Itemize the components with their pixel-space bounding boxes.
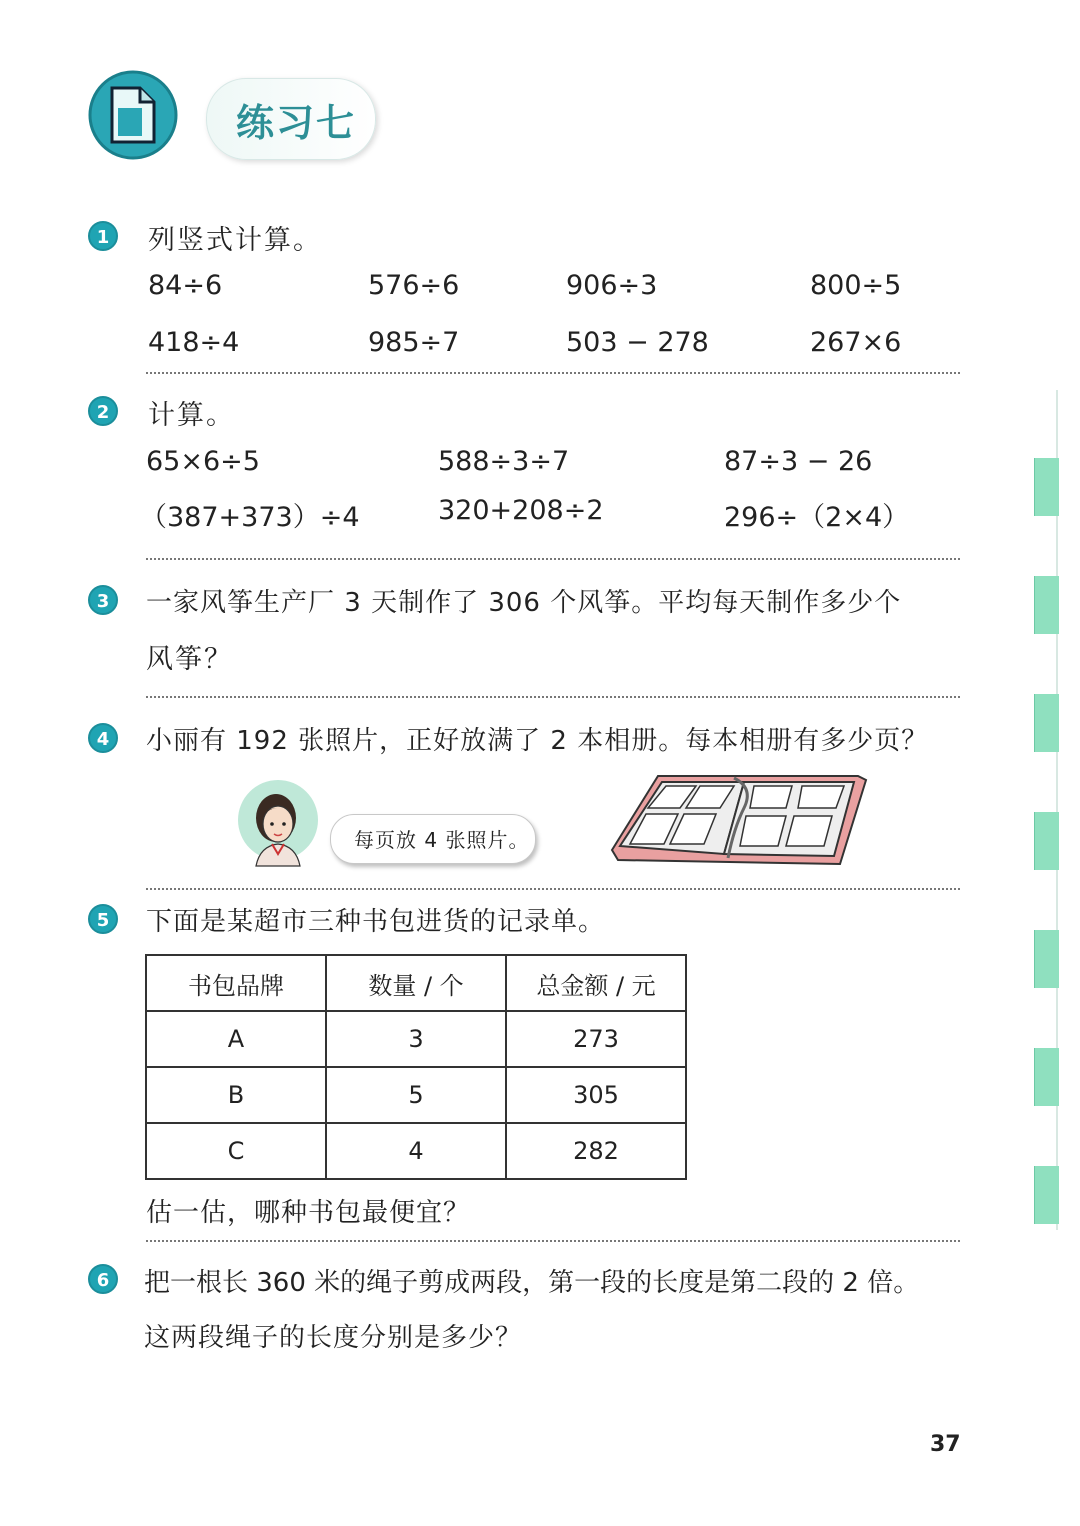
- q2-expr: 65×6÷5: [146, 446, 260, 477]
- table-cell: 273: [506, 1011, 686, 1067]
- q6-text-line1: 把一根长 360 米的绳子剪成两段，第一段的长度是第二段的 2 倍。: [144, 1268, 920, 1298]
- q2-expr: 87÷3 − 26: [724, 446, 873, 477]
- q1-expr: 906÷3: [566, 270, 658, 301]
- table-cell: 3: [326, 1011, 506, 1067]
- q4-prompt: 小丽有 192 张照片，正好放满了 2 本相册。每本相册有多少页？: [146, 726, 929, 756]
- separator: [146, 558, 960, 560]
- table-cell: 305: [506, 1067, 686, 1123]
- q2-expr: （387+373）÷4: [140, 502, 360, 533]
- table-header-row: [146, 955, 686, 1011]
- table-row: [146, 1123, 686, 1179]
- table-cell: 4: [326, 1123, 506, 1179]
- separator: [146, 372, 960, 374]
- exercise-icon: [88, 70, 178, 164]
- table-row: [146, 1067, 686, 1123]
- question-number-6: 6: [88, 1264, 118, 1294]
- q1-expr: 985÷7: [368, 327, 460, 358]
- q1-expr: 84÷6: [148, 270, 223, 301]
- q2-expr: 296÷（2×4）: [724, 502, 910, 533]
- q1-expr: 800÷5: [810, 270, 902, 301]
- question-number-3: 3: [88, 585, 118, 615]
- separator: [146, 1240, 960, 1242]
- q2-expr: 588÷3÷7: [438, 446, 570, 477]
- table-cell: 5: [326, 1067, 506, 1123]
- chapter-tab: [1034, 1166, 1059, 1224]
- column-header: 数量 / 个: [326, 955, 506, 1011]
- separator: [146, 888, 960, 890]
- q6-text-line2: 这两段绳子的长度分别是多少？: [144, 1323, 523, 1353]
- column-header: 总金额 / 元: [506, 955, 686, 1011]
- q5-question: 估一估，哪种书包最便宜？: [146, 1198, 471, 1228]
- chapter-tab: [1034, 930, 1059, 988]
- table-row: [146, 1011, 686, 1067]
- question-number-5: 5: [88, 904, 118, 934]
- table-cell: B: [146, 1067, 326, 1123]
- backpack-table: [145, 954, 687, 1180]
- column-header: 书包品牌: [146, 955, 326, 1011]
- q2-prompt: 计算。: [148, 400, 235, 431]
- q1-expr: 576÷6: [368, 270, 460, 301]
- q3-text-line1: 一家风筝生产厂 3 天制作了 306 个风筝。平均每天制作多少个: [146, 588, 902, 618]
- q1-expr: 418÷4: [148, 327, 240, 358]
- q1-expr: 503 − 278: [566, 327, 709, 358]
- q2-expr: 320+208÷2: [438, 495, 604, 526]
- page-title: 练习七: [236, 100, 357, 145]
- chapter-tab: [1034, 812, 1059, 870]
- question-number-4: 4: [88, 723, 118, 753]
- chapter-tab: [1034, 1048, 1059, 1106]
- chapter-tab: [1034, 458, 1059, 516]
- question-number-1: 1: [88, 221, 118, 251]
- q1-expr: 267×6: [810, 327, 902, 358]
- chapter-tab: [1034, 694, 1059, 752]
- page-number: 37: [930, 1432, 961, 1457]
- chapter-tab: [1034, 576, 1059, 634]
- photo-album-illustration: [608, 768, 870, 872]
- table-cell: A: [146, 1011, 326, 1067]
- girl-illustration: [234, 778, 330, 872]
- q1-prompt: 列竖式计算。: [148, 225, 322, 256]
- question-number-2: 2: [88, 396, 118, 426]
- table-cell: C: [146, 1123, 326, 1179]
- speech-text: 每页放 4 张照片。: [354, 828, 530, 852]
- table-cell: 282: [506, 1123, 686, 1179]
- q5-prompt: 下面是某超市三种书包进货的记录单。: [146, 907, 606, 937]
- q3-text-line2: 风筝？: [146, 644, 233, 675]
- separator: [146, 696, 960, 698]
